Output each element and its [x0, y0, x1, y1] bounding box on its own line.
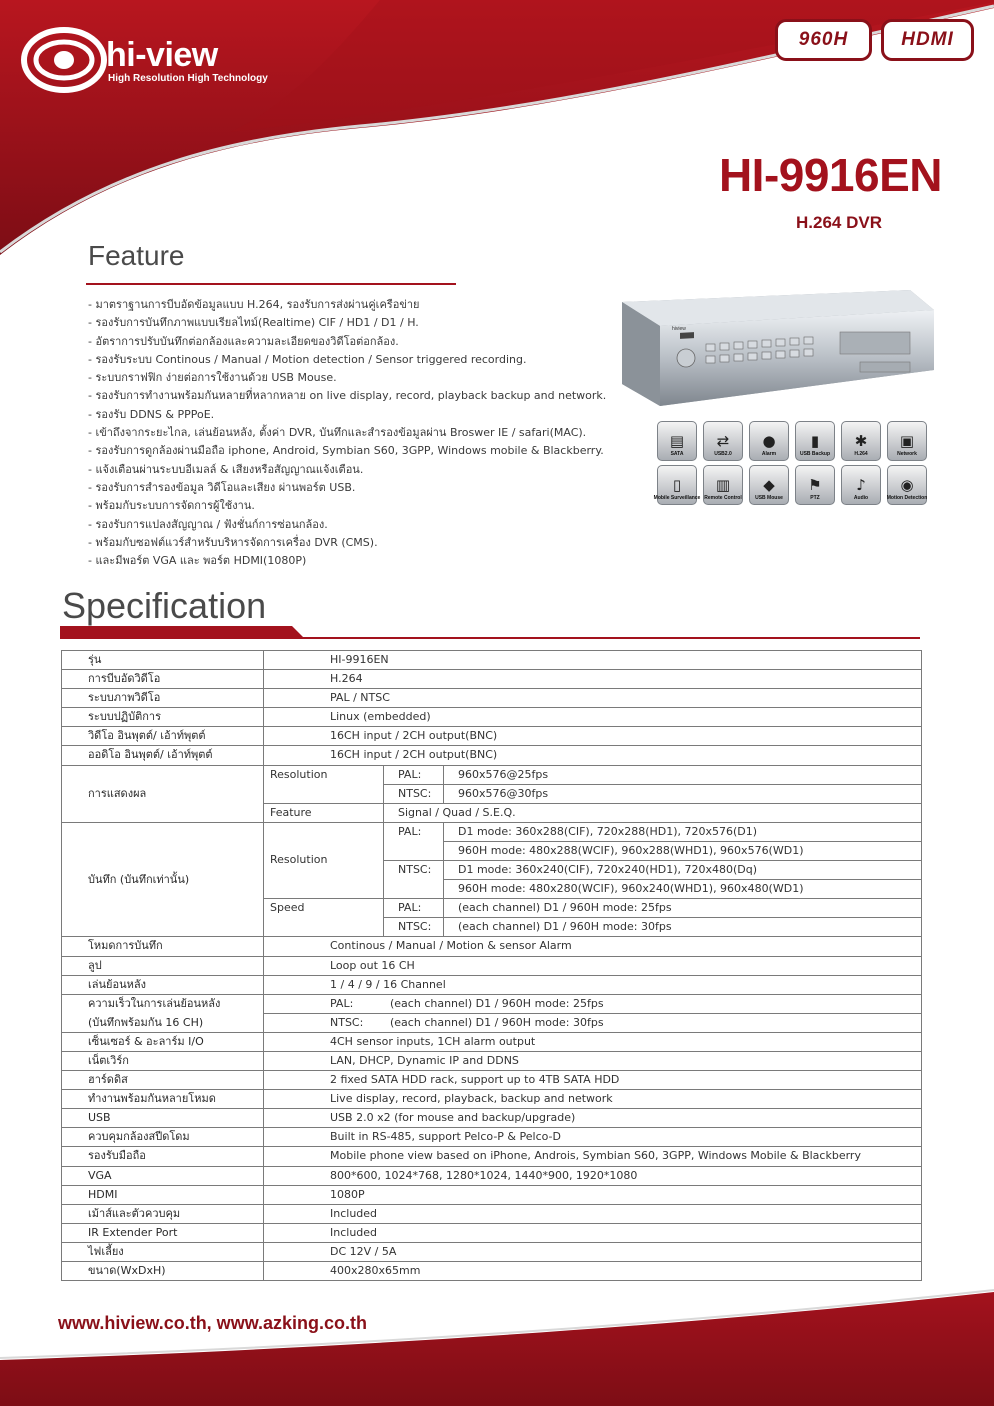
table-row [62, 1013, 922, 1032]
display-ntsc-value: 960x576@30fps [444, 784, 922, 803]
spec-value: Included [264, 1223, 922, 1242]
hdd-icon-glyph: ▤ [669, 432, 685, 450]
spec-value: Loop out 16 CH [264, 956, 922, 975]
icon-label: Network [897, 451, 917, 457]
spec-label: VGA [62, 1166, 264, 1185]
spec-value: 16CH input / 2CH output(BNC) [264, 727, 922, 746]
brand-tagline: High Resolution High Technology [108, 73, 268, 84]
spec-label: ทำงานพร้อมกันหลายโหมด [62, 1090, 264, 1109]
table-row [62, 1071, 922, 1090]
display-ntsc-label: NTSC: [384, 784, 444, 803]
feature-heading-underline [86, 282, 460, 288]
table-row [62, 975, 922, 994]
ptz-icon [795, 465, 835, 505]
feature-list [88, 296, 606, 570]
product-model: HI-9916EN [718, 149, 942, 201]
playback-speed-label-1: ความเร็วในการเล่นย้อนหลัง [62, 994, 264, 1013]
spec-label: วิดีโอ อินพุตต์/ เอ้าท์พุตต์ [62, 727, 264, 746]
spec-label: ไฟเลี้ยง [62, 1242, 264, 1261]
spec-label: ระบบปฏิบัติการ [62, 708, 264, 727]
spec-label: ออดิโอ อินพุตต์/ เอ้าท์พุตต์ [62, 746, 264, 765]
spec-value: H.264 [264, 670, 922, 689]
playback-pal-value: (each channel) D1 / 960H mode: 25fps [390, 996, 604, 1010]
record-ntsc-label: NTSC: [384, 861, 444, 899]
motion-icon [887, 465, 927, 505]
table-row [62, 1204, 922, 1223]
spec-value: Built in RS-485, support Pelco-P & Pelco-D [264, 1128, 922, 1147]
table-row [62, 1185, 922, 1204]
mobile-icon [653, 465, 701, 505]
spec-label: การบีบอัดวิดีโอ [62, 670, 264, 689]
record-speed-ntsc: (each channel) D1 / 960H mode: 30fps [444, 918, 922, 937]
icon-label: H.264 [854, 451, 868, 457]
feature-heading: Feature [88, 240, 185, 271]
alarm-icon [749, 421, 789, 461]
playback-ntsc-value: (each channel) D1 / 960H mode: 30fps [390, 1015, 604, 1029]
table-row [62, 1223, 922, 1242]
spec-label: เม้าส์และตัวควบคุม [62, 1204, 264, 1223]
product-type: H.264 DVR [796, 213, 882, 232]
playback-pal-label: PAL: [330, 996, 354, 1010]
icon-label: USB Backup [799, 451, 830, 457]
spec-label: รุ่น [62, 651, 264, 670]
display-feature-value: Signal / Quad / S.E.Q. [384, 803, 922, 822]
spec-value: Linux (embedded) [264, 708, 922, 727]
spec-label: ลูป [62, 956, 264, 975]
table-row [62, 937, 922, 956]
spec-label: HDMI [62, 1185, 264, 1204]
playback-ntsc-label: NTSC: [330, 1015, 364, 1029]
spec-label: USB [62, 1109, 264, 1128]
feature-item: - อัตราการปรับบันทึกต่อกล้องและความละเอียดของวิดีโอต่อกล้อง. [88, 334, 399, 348]
table-row [62, 994, 922, 1013]
spec-label: เน็ตเวิร์ก [62, 1051, 264, 1070]
motion-icon-glyph: ◉ [900, 476, 914, 494]
icon-label: USB Mouse [755, 495, 783, 501]
table-row [62, 1128, 922, 1147]
badge-hdmi: HDMI [881, 19, 974, 61]
mouse-icon [749, 465, 789, 505]
record-ntsc-960h: 960H mode: 480x280(WCIF), 960x240(WHD1), 960x480(WD1) [444, 880, 922, 899]
icon-label: Mobile Surveillance [653, 495, 701, 501]
usb-icon [703, 421, 743, 461]
feature-item: - รองรับการดูกล้องผ่านมือถือ iphone, Android, Symbian S60, 3GPP, Windows mobile & Blackberry. [88, 444, 604, 458]
spec-value: Mobile phone view based on iPhone, Androis, Symbian S60, 3GPP, Windows Mobile & Blackberry [264, 1147, 922, 1166]
spec-value: 400x280x65mm [264, 1262, 922, 1281]
table-row [62, 765, 922, 784]
display-pal-label: PAL: [384, 765, 444, 784]
mouse-icon-glyph: ◆ [763, 476, 775, 494]
record-speed-label: Speed [264, 899, 384, 937]
table-row [62, 1032, 922, 1051]
table-row [62, 746, 922, 765]
table-row [62, 822, 922, 841]
feature-item: - พร้อมกับซอฟต์แวร์สำหรับบริหารจัดการเครื่อง DVR (CMS). [88, 535, 378, 549]
spec-value: PAL / NTSC [264, 689, 922, 708]
usb-backup-icon [795, 421, 835, 461]
mobile-icon-glyph: ▯ [672, 476, 682, 494]
icon-label: SATA [670, 451, 684, 457]
spec-label: IR Extender Port [62, 1223, 264, 1242]
specification-heading: Specification [62, 585, 267, 626]
feature-item: - และมีพอร์ต VGA และ พอร์ต HDMI(1080P) [88, 554, 307, 568]
display-resolution-label: Resolution [264, 765, 384, 803]
record-resolution-label: Resolution [264, 822, 384, 898]
spec-value: 2 fixed SATA HDD rack, support up to 4TB SATA HDD [264, 1071, 922, 1090]
spec-label: ควบคุมกล้องสปีดโดม [62, 1128, 264, 1147]
dvr-product-image [620, 288, 935, 408]
record-speed-pal: (each channel) D1 / 960H mode: 25fps [444, 899, 922, 918]
spec-label: รองรับมือถือ [62, 1147, 264, 1166]
spec-label: ฮาร์ดดิส [62, 1071, 264, 1090]
record-speed-pal-label: PAL: [384, 899, 444, 918]
brand-name: hi-view [106, 36, 218, 74]
alarm-icon-glyph: ● [762, 432, 776, 450]
playback-speed-pal [264, 994, 922, 1013]
spec-value: Live display, record, playback, backup and network [264, 1090, 922, 1109]
specification-heading-bar [60, 626, 922, 640]
record-ntsc-d1: D1 mode: 360x240(CIF), 720x240(HD1), 720x480(Dq) [444, 861, 922, 880]
spec-value: 4CH sensor inputs, 1CH alarm output [264, 1032, 922, 1051]
record-pal-label: PAL: [384, 822, 444, 860]
icon-label: Audio [853, 495, 869, 501]
table-row [62, 1109, 922, 1128]
brand-logo-icon [22, 28, 106, 92]
codec-icon-glyph: ✱ [854, 432, 868, 450]
feature-item: - รองรับการสำรองข้อมูล วิดีโอและเสียง ผ่านพอร์ต USB. [88, 480, 356, 494]
audio-icon [841, 465, 881, 505]
table-row [62, 689, 922, 708]
display-feature-label: Feature [264, 803, 384, 822]
badge-960h: 960H [775, 19, 872, 61]
table-row [62, 670, 922, 689]
spec-label-record: บันทึก (บันทึกเท่านั้น) [62, 822, 264, 937]
feature-item: - รองรับการบันทึกภาพแบบเรียลไทม์(Realtime) CIF / HD1 / D1 / H. [88, 316, 419, 330]
table-row [62, 708, 922, 727]
table-row [62, 956, 922, 975]
spec-label: ขนาด(WxDxH) [62, 1262, 264, 1281]
icon-label: Alarm [761, 451, 777, 457]
icon-label: Motion Detection [886, 495, 928, 501]
footer-background [0, 1270, 994, 1406]
spec-label: เซ็นเซอร์ & อะลาร์ม I/O [62, 1032, 264, 1051]
feature-item: - มาตราฐานการบีบอัดข้อมูลแบบ H.264, รองรับการส่งผ่านคู่เครือข่าย [88, 298, 420, 311]
spec-value: 800*600, 1024*768, 1280*1024, 1440*900, 1920*1080 [264, 1166, 922, 1185]
playback-speed-label-2: (บันทึกพร้อมกัน 16 CH) [62, 1013, 264, 1032]
codec-icon [841, 421, 881, 461]
feature-item: - รองรับการแปลงสัญญาณ / ฟังชั่นก์การซ่อนกล้อง. [88, 517, 328, 531]
feature-item: - รองรับระบบ Continous / Manual / Motion detection / Sensor triggered recording. [88, 352, 527, 366]
table-row [62, 1147, 922, 1166]
table-row [62, 1166, 922, 1185]
spec-value: 1 / 4 / 9 / 16 Channel [264, 975, 922, 994]
spec-label-display: การแสดงผล [62, 765, 264, 822]
network-icon [887, 421, 927, 461]
icon-label: Remote Control [704, 495, 742, 501]
icon-label: PTZ [810, 495, 820, 501]
spec-value: 16CH input / 2CH output(BNC) [264, 746, 922, 765]
icon-label: USB2.0 [714, 451, 732, 457]
feature-item: - ระบบกราฟฟิก ง่ายต่อการใช้งานด้วย USB Mouse. [88, 371, 337, 385]
spec-value: DC 12V / 5A [264, 1242, 922, 1261]
spec-label: เล่นย้อนหลัง [62, 975, 264, 994]
feature-item: - เข้าถึงจากระยะไกล, เล่นย้อนหลัง, ตั้งค่า DVR, บันทึกและสำรองข้อมูลผ่าน Broswer IE / safari(MAC). [88, 426, 587, 440]
spec-label: โหมดการบันทึก [62, 937, 264, 956]
record-pal-d1: D1 mode: 360x288(CIF), 720x288(HD1), 720x576(D1) [444, 822, 922, 841]
table-row [62, 727, 922, 746]
table-row [62, 1090, 922, 1109]
remote-icon [703, 465, 743, 505]
spec-value: USB 2.0 x2 (for mouse and backup/upgrade) [264, 1109, 922, 1128]
feature-item: - รองรับ DDNS & PPPoE. [88, 407, 215, 421]
spec-value: Continous / Manual / Motion & sensor Alarm [264, 937, 922, 956]
spec-label: ระบบภาพวิดีโอ [62, 689, 264, 708]
feature-item: - พร้อมกับระบบการจัดการผู้ใช้งาน. [88, 499, 255, 513]
spec-value: Included [264, 1204, 922, 1223]
feature-item: - รองรับการทำงานพร้อมกันหลายที่หลากหลาย on live display, record, playback backup and network. [88, 389, 607, 403]
spec-value: LAN, DHCP, Dynamic IP and DDNS [264, 1051, 922, 1070]
remote-icon-glyph: ▥ [715, 476, 731, 494]
ptz-icon-glyph: ⚑ [808, 476, 822, 494]
playback-speed-ntsc [264, 1013, 922, 1032]
table-row [62, 1051, 922, 1070]
table-row [62, 1242, 922, 1261]
table-row [62, 651, 922, 670]
feature-item: - แจ้งเตือนผ่านระบบอีเมลล์ & เสียงหรือสัญญาณแจ้งเตือน. [88, 462, 364, 476]
usb-icon-glyph: ⇄ [716, 432, 730, 450]
spec-value: HI-9916EN [264, 651, 922, 670]
dvr-panel-brand: hiview [672, 326, 686, 332]
audio-icon-glyph: ♪ [856, 476, 866, 494]
hdd-icon [657, 421, 697, 461]
footer-urls[interactable]: www.hiview.co.th, www.azking.co.th [58, 1313, 368, 1333]
spec-value: 1080P [264, 1185, 922, 1204]
display-pal-value: 960x576@25fps [444, 765, 922, 784]
network-icon-glyph: ▣ [899, 432, 915, 450]
specification-table [61, 650, 922, 1281]
record-pal-960h: 960H mode: 480x288(WCIF), 960x288(WHD1), 960x576(WD1) [444, 841, 922, 860]
record-speed-ntsc-label: NTSC: [384, 918, 444, 937]
usb-backup-icon-glyph: ▮ [810, 432, 820, 450]
